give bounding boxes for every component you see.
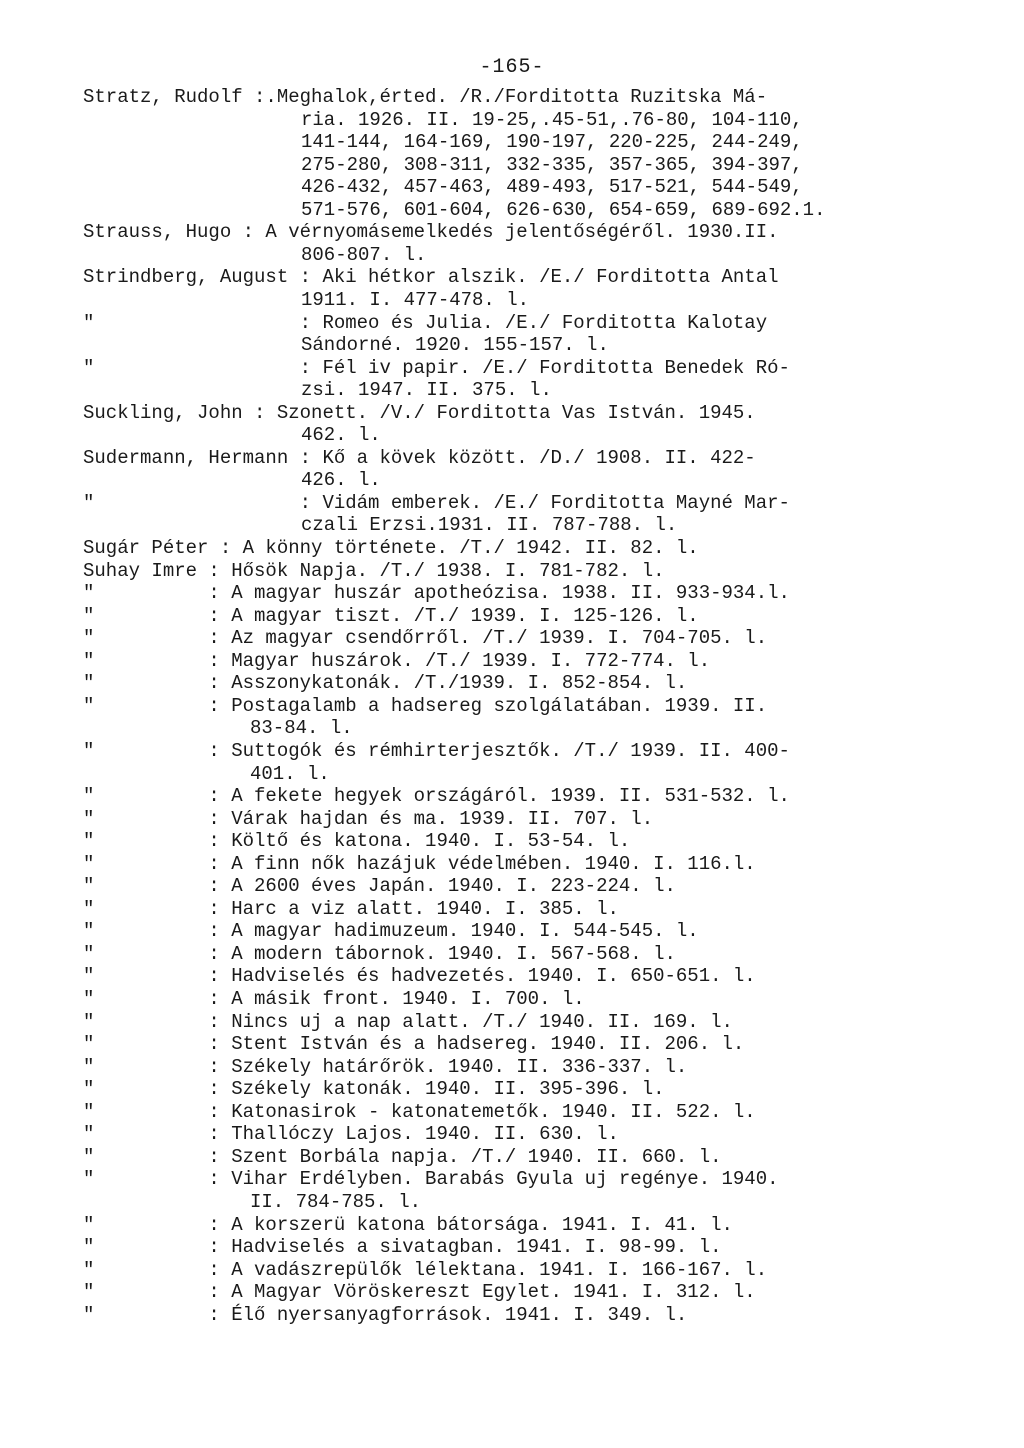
text-line: " : A magyar hadimuzeum. 1940. I. 544-545. l. bbox=[83, 920, 699, 942]
text-line: 426. l. bbox=[301, 469, 381, 491]
text-line: " : Élő nyersanyagforrások. 1941. I. 349. l. bbox=[83, 1304, 688, 1326]
text-line: " : Székely katonák. 1940. II. 395-396. l. bbox=[83, 1078, 665, 1100]
text-line: 806-807. l. bbox=[301, 244, 427, 266]
text-line: Suckling, John : Szonett. /V./ Forditotta Vas István. 1945. bbox=[83, 402, 756, 424]
text-line: " : A korszerü katona bátorsága. 1941. I. 41. l. bbox=[83, 1214, 733, 1236]
text-line: " : A vadászrepülők lélektana. 1941. I. 166-167. l. bbox=[83, 1259, 768, 1281]
text-line: 571-576, 601-604, 626-630, 654-659, 689-692.1. bbox=[301, 199, 826, 221]
text-line: " : Hadviselés a sivatagban. 1941. I. 98-99. l. bbox=[83, 1236, 722, 1258]
text-line: " : Suttogók és rémhirterjesztők. /T./ 1939. II. 400- bbox=[83, 740, 790, 762]
text-line: 462. l. bbox=[301, 424, 381, 446]
text-line: " : A fekete hegyek országáról. 1939. II. 531-532. l. bbox=[83, 785, 790, 807]
text-line: Strindberg, August : Aki hétkor alszik. /E./ Forditotta Antal bbox=[83, 266, 779, 288]
text-line: " : A modern tábornok. 1940. I. 567-568. l. bbox=[83, 943, 676, 965]
text-line: " : Asszonykatonák. /T./1939. I. 852-854. l. bbox=[83, 672, 688, 694]
text-line: Sudermann, Hermann : Kő a kövek között. /D./ 1908. II. 422- bbox=[83, 447, 756, 469]
text-line: 83-84. l. bbox=[250, 717, 353, 739]
text-line: " : Romeo és Julia. /E./ Forditotta Kalotay bbox=[83, 312, 768, 334]
text-line: czali Erzsi.1931. II. 787-788. l. bbox=[301, 514, 678, 536]
text-line: 1911. I. 477-478. l. bbox=[301, 289, 530, 311]
text-line: 141-144, 164-169, 190-197, 220-225, 244-249, bbox=[301, 131, 803, 153]
text-line: " : Székely határőrök. 1940. II. 336-337. l. bbox=[83, 1056, 688, 1078]
text-line: Strauss, Hugo : A vérnyomásemelkedés jelentőségéről. 1930.II. bbox=[83, 221, 779, 243]
text-line: II. 784-785. l. bbox=[250, 1191, 422, 1213]
text-line: " : Vidám emberek. /E./ Forditotta Mayné Mar- bbox=[83, 492, 790, 514]
text-line: " : Nincs uj a nap alatt. /T./ 1940. II. 169. l. bbox=[83, 1011, 733, 1033]
text-line: Stratz, Rudolf :.Meghalok,érted. /R./Forditotta Ruzitska Má- bbox=[83, 86, 768, 108]
text-line: " : Postagalamb a hadsereg szolgálatában. 1939. II. bbox=[83, 695, 768, 717]
text-line: " : Várak hajdan és ma. 1939. II. 707. l. bbox=[83, 808, 654, 830]
text-line: " : Stent István és a hadsereg. 1940. II. 206. l. bbox=[83, 1033, 745, 1055]
text-line: " : Magyar huszárok. /T./ 1939. I. 772-774. l. bbox=[83, 650, 711, 672]
text-line: " : Fél iv papir. /E./ Forditotta Benedek Ró- bbox=[83, 357, 790, 379]
text-line: Sándorné. 1920. 155-157. l. bbox=[301, 334, 609, 356]
page-number: -165- bbox=[479, 56, 545, 79]
text-line: 275-280, 308-311, 332-335, 357-365, 394-397, bbox=[301, 154, 803, 176]
text-line: " : Hadviselés és hadvezetés. 1940. I. 650-651. l. bbox=[83, 965, 756, 987]
text-line: " : A másik front. 1940. I. 700. l. bbox=[83, 988, 585, 1010]
text-line: " : A Magyar Vöröskereszt Egylet. 1941. I. 312. l. bbox=[83, 1281, 756, 1303]
text-line: " : A 2600 éves Japán. 1940. I. 223-224. l. bbox=[83, 875, 676, 897]
text-line: zsi. 1947. II. 375. l. bbox=[301, 379, 552, 401]
text-line: " : Szent Borbála napja. /T./ 1940. II. 660. l. bbox=[83, 1146, 722, 1168]
text-line: " : A finn nők hazájuk védelmében. 1940. I. 116.l. bbox=[83, 853, 756, 875]
text-line: " : Vihar Erdélyben. Barabás Gyula uj regénye. 1940. bbox=[83, 1168, 779, 1190]
text-line: ria. 1926. II. 19-25,.45-51,.76-80, 104-110, bbox=[301, 109, 803, 131]
text-line: Sugár Péter : A könny története. /T./ 1942. II. 82. l. bbox=[83, 537, 699, 559]
text-line: " : Katonasirok - katonatemetők. 1940. II. 522. l. bbox=[83, 1101, 756, 1123]
text-line: 426-432, 457-463, 489-493, 517-521, 544-549, bbox=[301, 176, 803, 198]
text-line: " : Az magyar csendőrről. /T./ 1939. I. 704-705. l. bbox=[83, 627, 768, 649]
text-line: " : Harc a viz alatt. 1940. I. 385. l. bbox=[83, 898, 619, 920]
text-line: " : Költő és katona. 1940. I. 53-54. l. bbox=[83, 830, 631, 852]
text-line: " : A magyar huszár apotheózisa. 1938. II. 933-934.l. bbox=[83, 582, 790, 604]
text-line: Suhay Imre : Hősök Napja. /T./ 1938. I. 781-782. l. bbox=[83, 560, 665, 582]
text-line: " : A magyar tiszt. /T./ 1939. I. 125-126. l. bbox=[83, 605, 699, 627]
text-line: " : Thallóczy Lajos. 1940. II. 630. l. bbox=[83, 1123, 619, 1145]
text-line: 401. l. bbox=[250, 763, 330, 785]
